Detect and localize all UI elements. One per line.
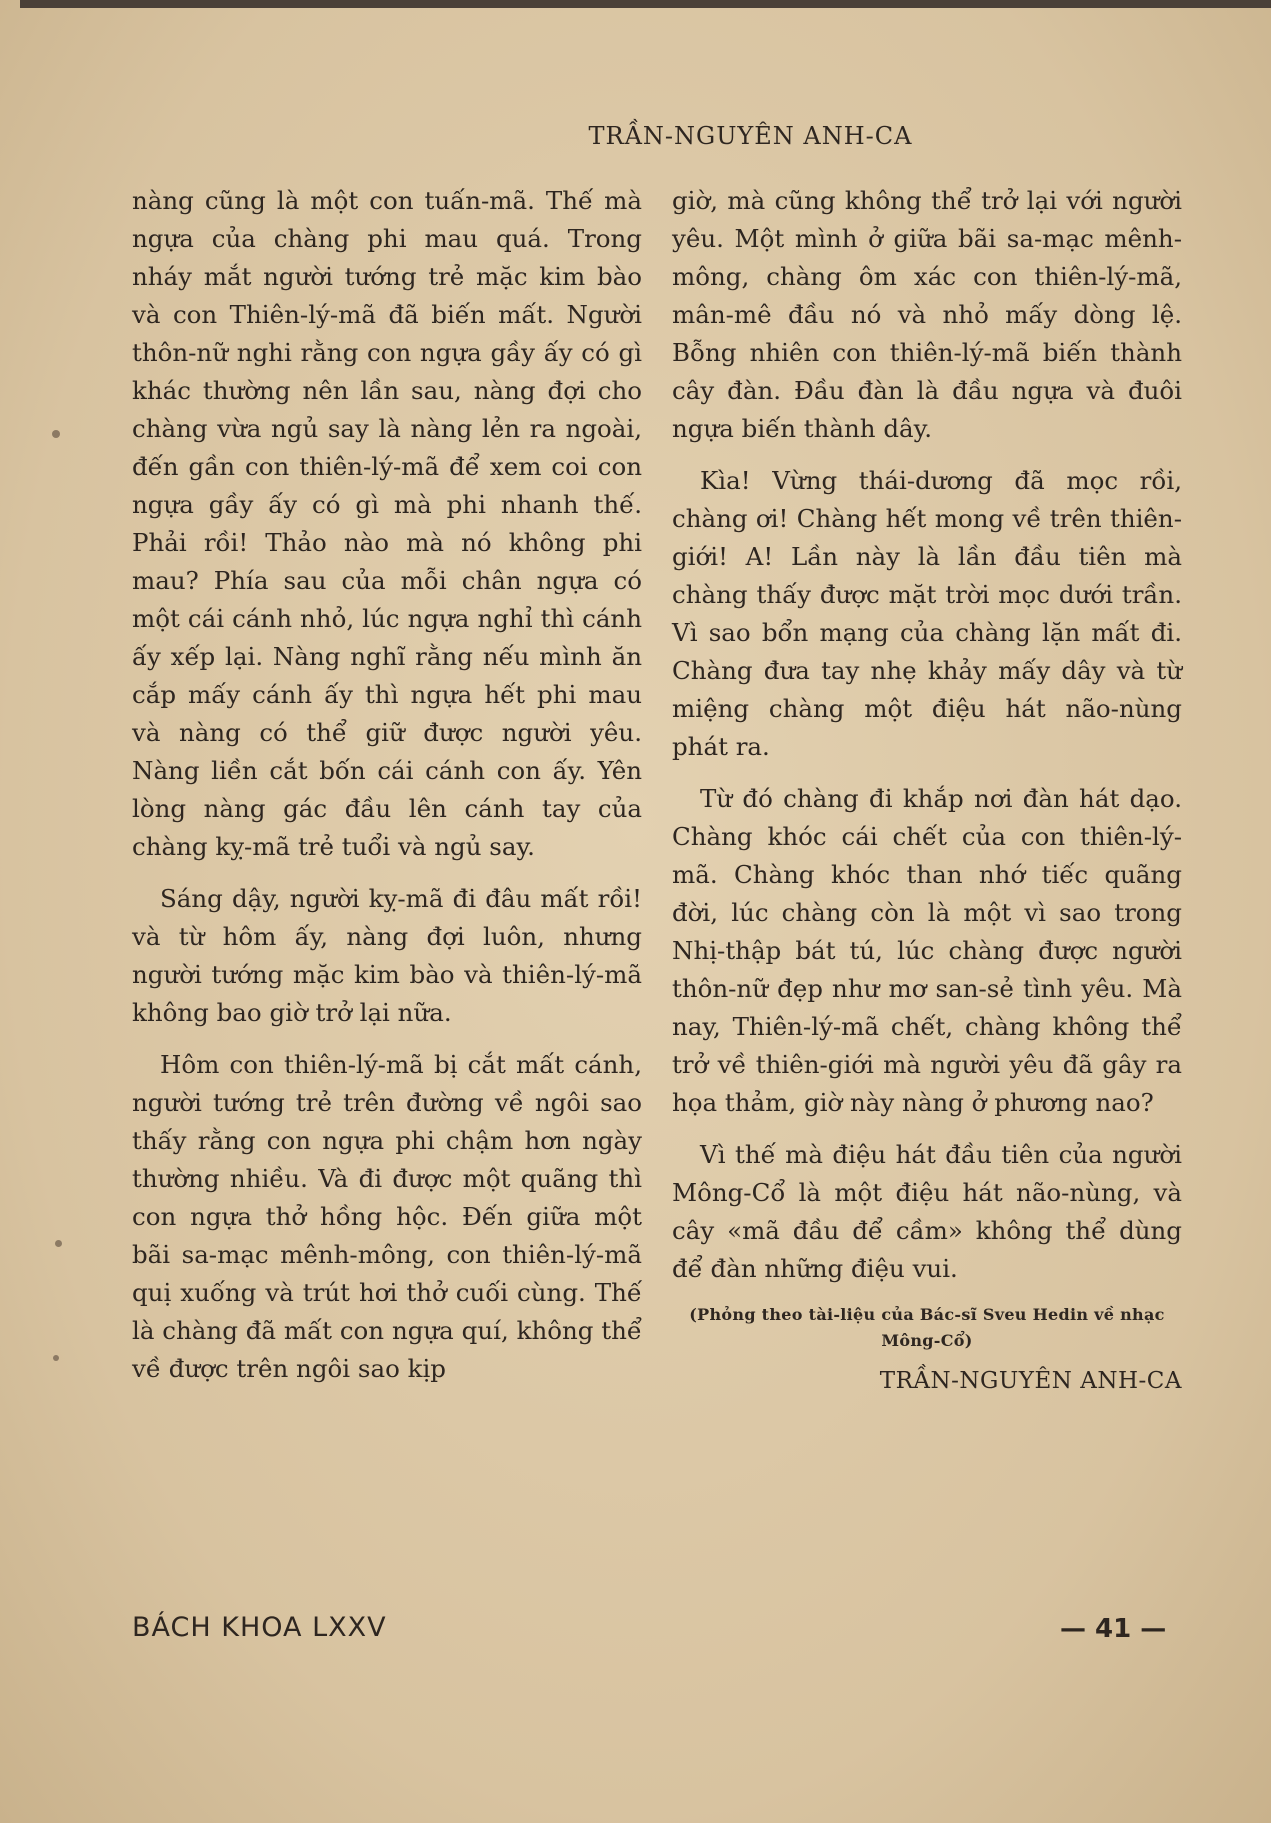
- paragraph: giờ, mà cũng không thể trở lại với người yêu. Một mình ở giữa bãi sa-mạc mênh-mông, chàng ôm xác con thiên-lý-mã, mân-mê đầu nó và nhỏ mấy dòng lệ. Bỗng nhiên con thiên-lý-mã biến thành cây đàn. Đầu đàn là đầu ngựa và đuôi ngựa biến thành dây.: [672, 186, 1182, 443]
- left-column: [132, 182, 642, 1402]
- paragraph: nàng cũng là một con tuấn-mã. Thế mà ngựa của chàng phi mau quá. Trong nháy mắt người tướng trẻ mặc kim bào và con Thiên-lý-mã đã biến mất. Người thôn-nữ nghi rằng con ngựa gầy ấy có gì khác thường nên lần sau, nàng đợi cho chàng vừa ngủ say là nàng lẻn ra ngoài, đến gần con thiên-lý-mã để xem coi con ngựa gầy ấy có gì mà phi nhanh thế. Phải rồi! Thảo nào mà nó không phi mau? Phía sau của mỗi chân ngựa có một cái cánh nhỏ, lúc ngựa nghỉ thì cánh ấy xếp lại. Nàng nghĩ rằng nếu mình ăn cắp mấy cánh ấy thì ngựa hết phi mau và nàng có thể giữ được người yêu. Nàng liền cắt bốn cái cánh con ấy. Yên lòng nàng gác đầu lên cánh tay của chàng kỵ-mã trẻ tuổi và ngủ say.: [132, 186, 642, 861]
- publication-footer: BÁCH KHOA LXXV: [132, 1612, 387, 1643]
- paragraph: Sáng dậy, người kỵ-mã đi đâu mất rồi! và từ hôm ấy, nàng đợi luôn, nhưng người tướng mặc kim bào và thiên-lý-mã không bao giờ trở lại nữa.: [132, 884, 642, 1027]
- author-signature: TRẦN-NGUYÊN ANH-CA: [879, 1368, 1182, 1394]
- paragraph: Hôm con thiên-lý-mã bị cắt mất cánh, người tướng trẻ trên đường về ngôi sao thấy rằng con ngựa phi chậm hơn ngày thường nhiều. Và đi được một quãng thì con ngựa thở hồng hộc. Đến giữa một bãi sa-mạc mênh-mông, con thiên-lý-mã quị xuống và trút hơi thở cuối cùng. Thế là chàng đã mất con ngựa quí, không thể về được trên ngôi sao kịp: [132, 1050, 642, 1383]
- binding-hole-mark: [53, 1355, 59, 1361]
- paragraph: Vì thế mà điệu hát đầu tiên của người Mông-Cổ là một điệu hát não-nùng, và cây «mã đầu để cầm» không thể dùng để đàn những điệu vui.: [672, 1140, 1182, 1283]
- binding-hole-mark: [55, 1240, 62, 1247]
- paragraph: Kìa! Vừng thái-dương đã mọc rồi, chàng ơi! Chàng hết mong về trên thiên-giới! A! Lần này là lần đầu tiên mà chàng thấy được mặt trời mọc dưới trần. Vì sao bổn mạng của chàng lặn mất đi. Chàng đưa tay nhẹ khảy mấy dây và từ miệng chàng một điệu hát não-nùng phát ra.: [672, 466, 1182, 761]
- right-column: [672, 182, 1182, 1400]
- page-number: — 41 —: [1060, 1614, 1167, 1644]
- binding-hole-mark: [52, 430, 60, 438]
- running-head: TRẦN-NGUYÊN ANH-CA: [588, 122, 913, 150]
- paragraph: Từ đó chàng đi khắp nơi đàn hát dạo. Chàng khóc cái chết của con thiên-lý-mã. Chàng khóc than nhớ tiếc quãng đời, lúc chàng còn là một vì sao trong Nhị-thập bát tú, lúc chàng được người thôn-nữ đẹp như mơ san-sẻ tình yêu. Mà nay, Thiên-lý-mã chết, chàng không thể trở về thiên-giới mà người yêu đã gây ra họa thảm, giờ này nàng ở phương nao?: [672, 784, 1182, 1117]
- top-border: [20, 0, 1271, 8]
- source-note: (Phỏng theo tài-liệu của Bác-sĩ Sveu Hedin về nhạc Mông-Cổ): [689, 1305, 1165, 1350]
